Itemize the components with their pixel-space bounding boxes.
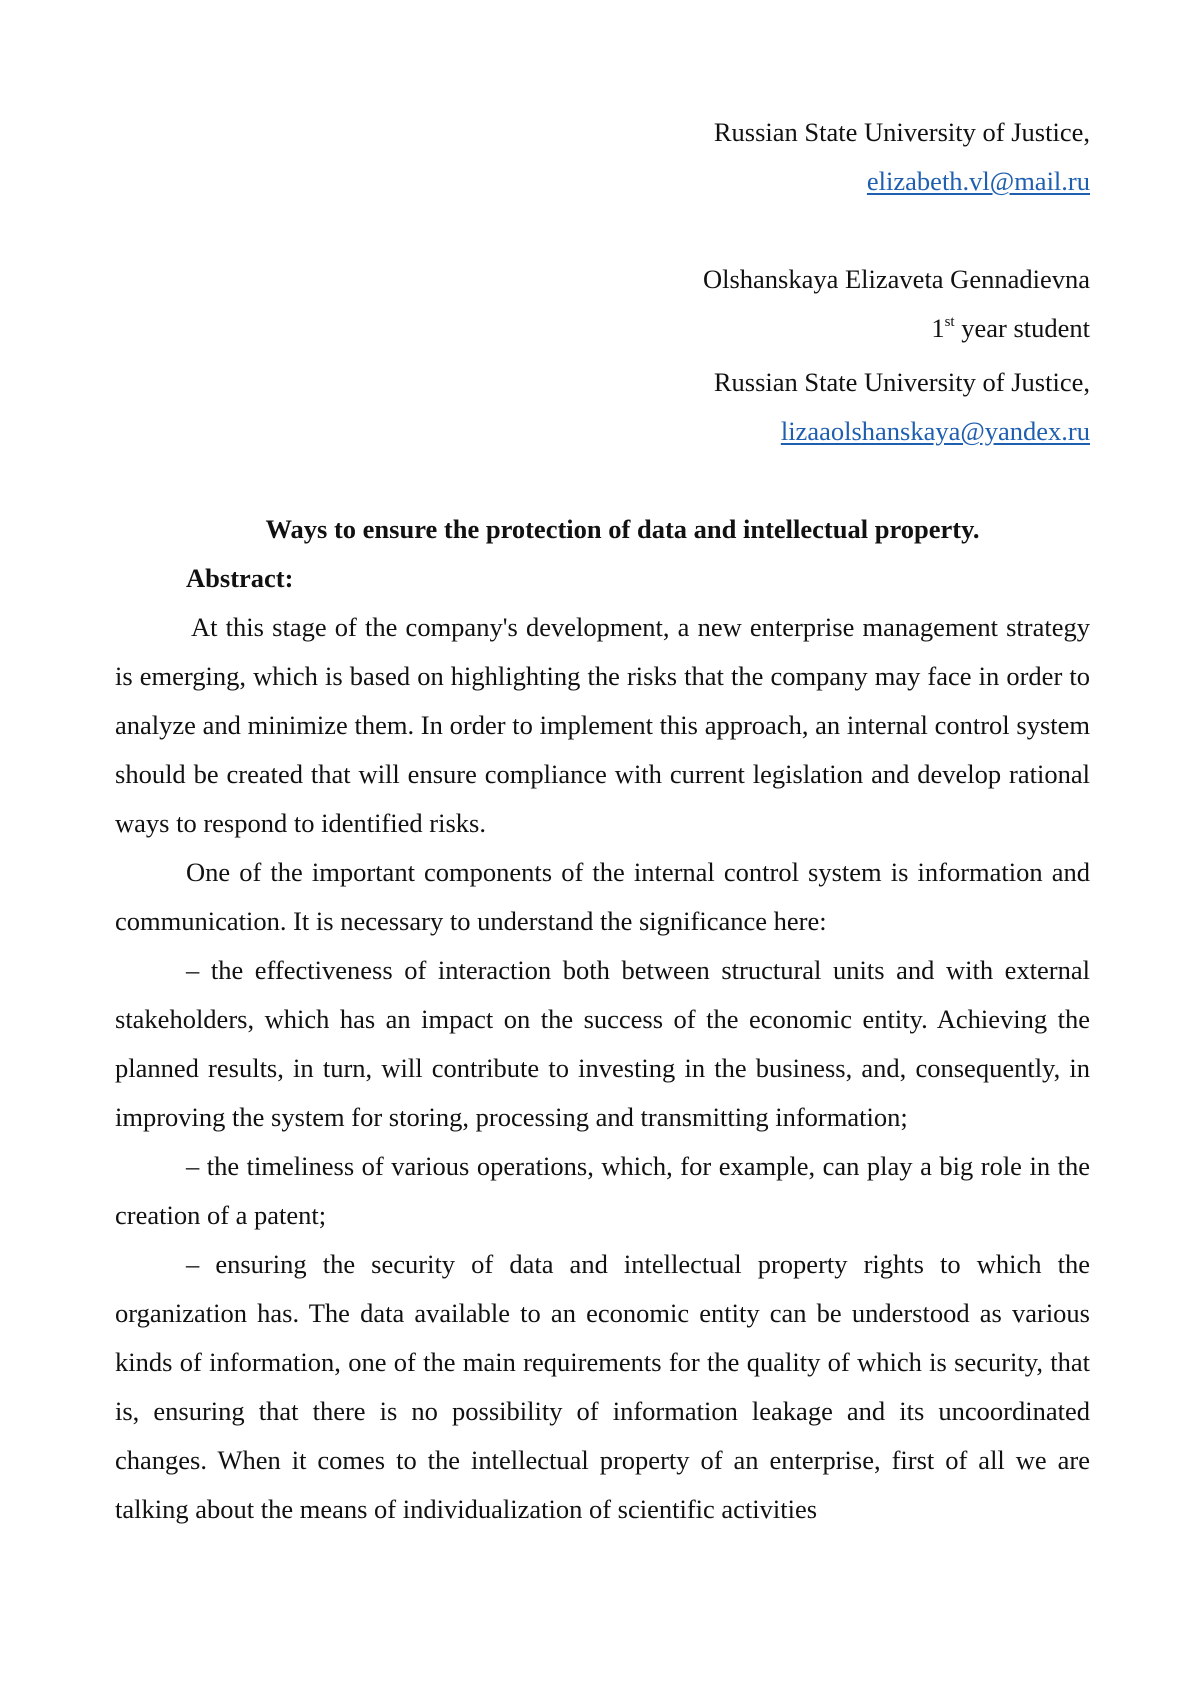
affiliation-university-1: Russian State University of Justice, [713,117,1090,147]
spacer [115,456,1090,505]
email-line-1 [115,157,1090,206]
author-name: Olshanskaya Elizaveta Gennadievna [702,264,1090,294]
paper-title: Ways to ensure the protection of data and intellectual property. [265,514,980,544]
spacer [115,206,1090,255]
affiliation-university-2: Russian State University of Justice, [713,367,1090,397]
email-line-2 [115,407,1090,456]
author-year-line [115,304,1090,358]
abstract-paragraph: At this stage of the company's development, a new enterprise management strategy is emerging, which is based on highlighting the risks that the company may face in order to analyze and minimize them. In order to implement this approach, an internal control system should be created that will ensure compliance with current legislation and develop rational ways to respond to identified risks. [115,612,1090,838]
author-year-text: year student [961,313,1090,343]
list-item-paragraph: – ensuring the security of data and intellectual property rights to which the organization has. The data available to an economic entity can be understood as various kinds of information, one of the main requirements for the quality of which is security, that is, ensuring that there is no possibility of information leakage and its uncoordinated changes. When it comes to the intellectual property of an enterprise, first of all we are talking about the means of individualization of scientific activities [115,1249,1090,1524]
abstract-label: Abstract: [186,563,294,593]
author-year-suffix: st [944,314,955,330]
email-link-2[interactable]: lizaaolshanskaya@yandex.ru [780,416,1090,446]
list-item-paragraph: – the effectiveness of interaction both between structural units and with external stakeholders, which has an impact on the success of the economic entity. Achieving the planned results, in turn, will contribute to investing in the business, and, consequently, in improving the system for storing, processing and transmitting information; [115,955,1090,1132]
document-content [115,108,1090,1534]
list-item-paragraph: – the timeliness of various operations, which, for example, can play a big role in the creation of a patent; [115,1151,1090,1230]
body-paragraph: One of the important components of the internal control system is information and communication. It is necessary to understand the significance here: [115,857,1090,936]
author-year-number: 1 [931,313,945,343]
email-link-1[interactable]: elizabeth.vl@mail.ru [866,166,1090,196]
